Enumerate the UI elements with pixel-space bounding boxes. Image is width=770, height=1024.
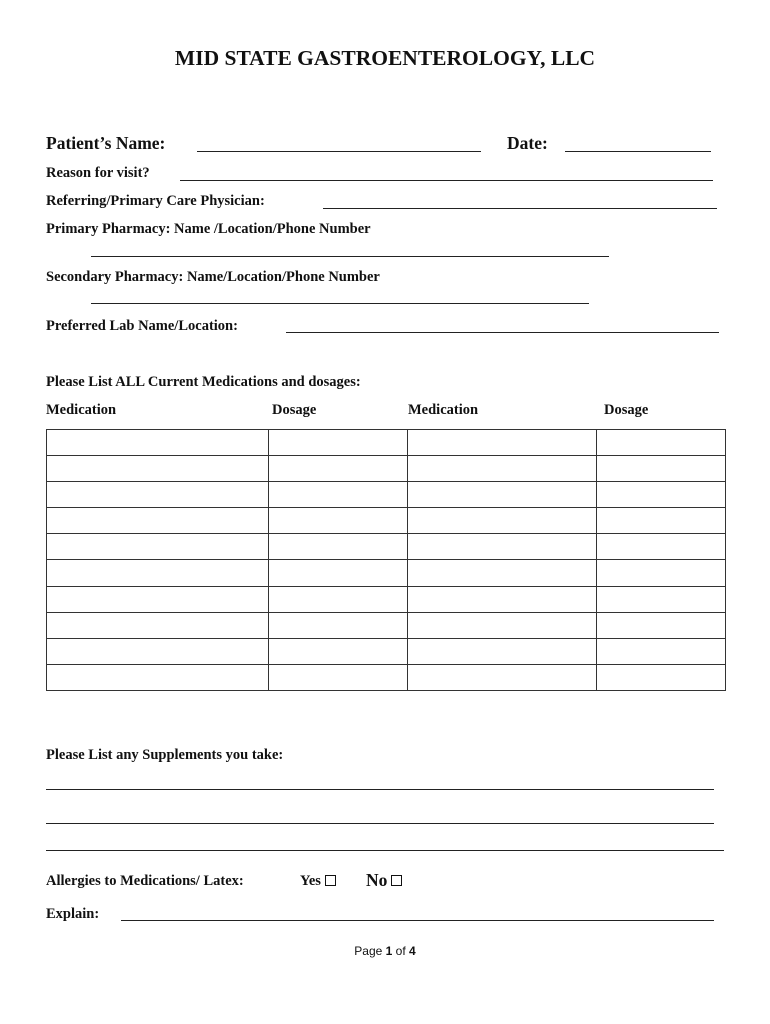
referring-physician-field[interactable] xyxy=(323,208,717,209)
medication-cell[interactable] xyxy=(47,586,269,612)
dosage-cell[interactable] xyxy=(269,508,408,534)
medication-cell[interactable] xyxy=(408,612,597,638)
patient-name-label: Patient’s Name: xyxy=(46,133,166,153)
preferred-lab-field[interactable] xyxy=(286,332,719,333)
yes-checkbox[interactable] xyxy=(325,875,336,886)
dosage-cell[interactable] xyxy=(597,560,726,586)
table-row xyxy=(47,586,726,612)
dosage-cell[interactable] xyxy=(269,638,408,664)
medication-cell[interactable] xyxy=(47,456,269,482)
medication-cell[interactable] xyxy=(47,560,269,586)
allergies-no-label: No xyxy=(366,870,388,890)
medication-cell[interactable] xyxy=(47,612,269,638)
medication-cell[interactable] xyxy=(408,430,597,456)
dosage-cell[interactable] xyxy=(597,586,726,612)
dosage-cell[interactable] xyxy=(597,638,726,664)
page-number xyxy=(0,944,770,958)
dosage-cell[interactable] xyxy=(269,430,408,456)
medication-cell[interactable] xyxy=(408,586,597,612)
dosage-cell[interactable] xyxy=(597,612,726,638)
medication-cell[interactable] xyxy=(408,508,597,534)
form-title: MID STATE GASTROENTEROLOGY, LLC xyxy=(174,46,596,70)
no-checkbox[interactable] xyxy=(391,875,402,886)
dosage-cell[interactable] xyxy=(269,534,408,560)
date-label: Date: xyxy=(507,133,548,153)
dosage-cell[interactable] xyxy=(597,482,726,508)
column-header-dosage-2: Dosage xyxy=(604,402,649,418)
medication-cell[interactable] xyxy=(408,664,597,690)
dosage-cell[interactable] xyxy=(269,482,408,508)
secondary-pharmacy-label: Secondary Pharmacy: Name/Location/Phone Number xyxy=(46,269,380,285)
primary-pharmacy-label: Primary Pharmacy: Name /Location/Phone Number xyxy=(46,221,371,237)
medication-cell[interactable] xyxy=(408,456,597,482)
supplements-line-2[interactable] xyxy=(46,823,714,824)
supplements-line-3[interactable] xyxy=(46,850,724,851)
medications-table xyxy=(46,429,726,691)
reason-field[interactable] xyxy=(180,180,713,181)
reason-label: Reason for visit? xyxy=(46,165,150,181)
dosage-cell[interactable] xyxy=(597,664,726,690)
allergies-yes-option[interactable] xyxy=(300,873,336,890)
table-row xyxy=(47,508,726,534)
secondary-pharmacy-field[interactable] xyxy=(91,303,589,304)
table-row xyxy=(47,664,726,690)
table-row xyxy=(47,430,726,456)
medication-cell[interactable] xyxy=(408,560,597,586)
allergies-yes-label: Yes xyxy=(300,873,321,889)
medication-cell[interactable] xyxy=(47,482,269,508)
medication-cell[interactable] xyxy=(47,430,269,456)
dosage-cell[interactable] xyxy=(597,456,726,482)
page-current: 1 xyxy=(385,944,393,958)
dosage-cell[interactable] xyxy=(269,612,408,638)
date-field[interactable] xyxy=(565,151,711,152)
column-header-medication: Medication xyxy=(46,402,117,418)
table-row xyxy=(47,482,726,508)
dosage-cell[interactable] xyxy=(597,534,726,560)
medication-cell[interactable] xyxy=(408,638,597,664)
medication-cell[interactable] xyxy=(47,534,269,560)
column-header-dosage: Dosage xyxy=(272,402,317,418)
medication-cell[interactable] xyxy=(47,664,269,690)
table-row xyxy=(47,638,726,664)
page-word: Page xyxy=(354,944,383,958)
dosage-cell[interactable] xyxy=(269,586,408,612)
supplements-heading: Please List any Supplements you take: xyxy=(46,747,284,763)
referring-physician-label: Referring/Primary Care Physician: xyxy=(46,193,265,209)
medication-cell[interactable] xyxy=(47,638,269,664)
dosage-cell[interactable] xyxy=(269,664,408,690)
table-row xyxy=(47,612,726,638)
dosage-cell[interactable] xyxy=(269,560,408,586)
of-word: of xyxy=(395,944,406,958)
table-row xyxy=(47,456,726,482)
medications-heading: Please List ALL Current Medications and dosages: xyxy=(46,374,361,390)
primary-pharmacy-field[interactable] xyxy=(91,256,609,257)
allergies-no-option[interactable] xyxy=(366,870,402,891)
medication-cell[interactable] xyxy=(47,508,269,534)
column-header-medication-2: Medication xyxy=(408,402,479,418)
allergies-label: Allergies to Medications/ Latex: xyxy=(46,873,244,889)
medication-cell[interactable] xyxy=(408,534,597,560)
table-row xyxy=(47,560,726,586)
table-row xyxy=(47,534,726,560)
explain-label: Explain: xyxy=(46,906,100,922)
dosage-cell[interactable] xyxy=(597,430,726,456)
medication-cell[interactable] xyxy=(408,482,597,508)
dosage-cell[interactable] xyxy=(597,508,726,534)
page-total: 4 xyxy=(409,944,416,958)
patient-name-field[interactable] xyxy=(197,151,481,152)
preferred-lab-label: Preferred Lab Name/Location: xyxy=(46,318,238,334)
supplements-line-1[interactable] xyxy=(46,789,714,790)
dosage-cell[interactable] xyxy=(269,456,408,482)
explain-field[interactable] xyxy=(121,920,714,921)
